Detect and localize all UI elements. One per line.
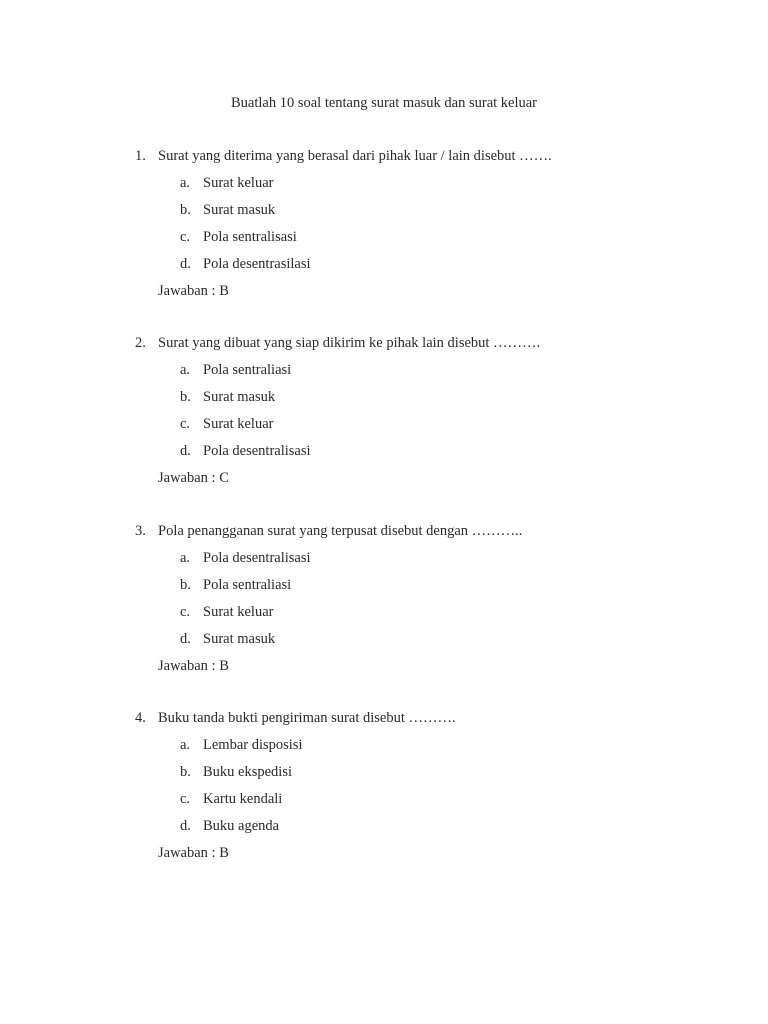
question-text: Surat yang dibuat yang siap dikirim ke pihak lain disebut ………. — [158, 335, 541, 351]
option-letter: a. — [180, 175, 191, 191]
option-letter: c. — [180, 604, 191, 620]
answer-text: Jawaban : B — [158, 845, 229, 861]
option-text: Buku agenda — [203, 818, 280, 834]
option-text: Surat keluar — [203, 604, 274, 620]
option-letter: d. — [180, 443, 191, 459]
question-text: Pola penangganan surat yang terpusat disebut dengan ……….. — [158, 523, 523, 539]
option-text: Pola sentraliasi — [203, 362, 292, 378]
question-number: 3. — [135, 523, 146, 539]
option-letter: b. — [180, 202, 191, 218]
option-text: Buku ekspedisi — [203, 764, 293, 780]
option-text: Surat masuk — [203, 631, 276, 647]
question-text: Surat yang diterima yang berasal dari pihak luar / lain disebut ……. — [158, 148, 552, 164]
option-text: Kartu kendali — [203, 791, 283, 807]
option-text: Surat keluar — [203, 175, 274, 191]
option-text: Pola desentrasilasi — [203, 256, 311, 272]
question-text: Buku tanda bukti pengiriman surat disebut ………. — [158, 710, 456, 726]
option-text: Surat masuk — [203, 389, 276, 405]
option-text: Pola sentraliasi — [203, 577, 292, 593]
option-letter: d. — [180, 818, 191, 834]
option-letter: c. — [180, 416, 191, 432]
answer-text: Jawaban : C — [158, 470, 229, 486]
option-letter: b. — [180, 577, 191, 593]
option-letter: d. — [180, 256, 191, 272]
option-text: Pola sentralisasi — [203, 229, 297, 245]
option-letter: b. — [180, 764, 191, 780]
option-letter: d. — [180, 631, 191, 647]
option-letter: a. — [180, 737, 191, 753]
option-text: Pola desentralisasi — [203, 550, 311, 566]
question-number: 4. — [135, 710, 146, 726]
option-letter: a. — [180, 362, 191, 378]
option-text: Surat masuk — [203, 202, 276, 218]
document-title: Buatlah 10 soal tentang surat masuk dan surat keluar — [230, 95, 538, 111]
option-letter: a. — [180, 550, 191, 566]
answer-text: Jawaban : B — [158, 283, 229, 299]
question-number: 2. — [135, 335, 146, 351]
option-letter: c. — [180, 791, 191, 807]
option-text: Surat keluar — [203, 416, 274, 432]
answer-text: Jawaban : B — [158, 658, 229, 674]
option-text: Pola desentralisasi — [203, 443, 311, 459]
option-letter: c. — [180, 229, 191, 245]
option-text: Lembar disposisi — [203, 737, 303, 753]
question-number: 1. — [135, 148, 146, 164]
option-letter: b. — [180, 389, 191, 405]
